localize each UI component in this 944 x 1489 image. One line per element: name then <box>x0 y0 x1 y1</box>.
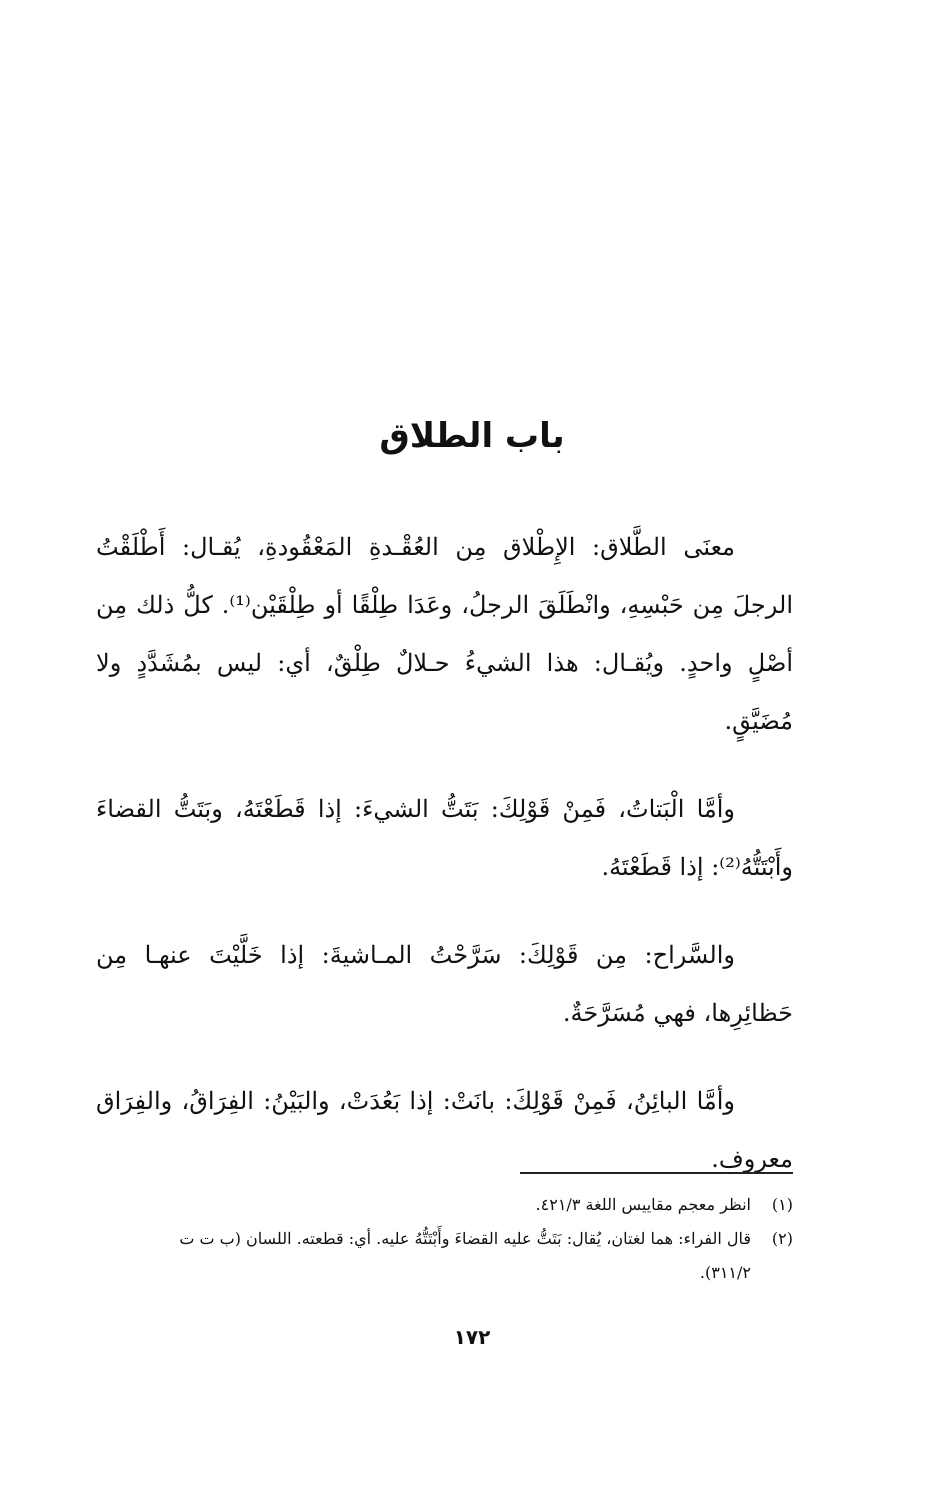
footnote-number: (٢) <box>771 1229 793 1248</box>
page-number: ١٧٢ <box>453 1325 491 1349</box>
main-text <box>96 518 793 1188</box>
footnote-text: انظر معجم مقاييس اللغة ٤٢١/٣. <box>535 1195 751 1214</box>
chapter-title: باب الطلاق <box>379 416 565 456</box>
footnotes <box>140 1188 793 1290</box>
footnote-divider <box>520 1172 793 1174</box>
paragraph: وأمَّا البائِنُ، فَمِنْ قَوْلِكَ: بانَتْ: إذا بَعُدَتْ، والبَيْنُ: الفِرَاقُ، والفِرَاق معروف. <box>96 1087 793 1173</box>
paragraph: وأمَّا الْبَتاتُ، فَمِنْ قَوْلِكَ: بَتَتُّ الشيءَ: إذا قَطَعْتَهُ، وبَتَتُّ القضاءَ وأَبْتَتُّهُ⁽²⁾: إذا قَطَعْتَهُ. <box>96 795 793 881</box>
footnote-number: (١) <box>771 1195 793 1214</box>
paragraph: والسَّراح: مِن قَوْلِكَ: سَرَّحْتُ المـاشيةَ: إذا خَلَّيْتَ عنهـا مِن حَظائِرِها، فهي مُسَرَّحَةٌ. <box>96 941 793 1027</box>
paragraph: معنَى الطَّلاق: الإِطْلاق مِن العُقْـدةِ المَعْقُودةِ، يُقـال: أَطْلَقْتُ الرجلَ مِن حَبْسِهِ، وانْطَلَقَ الرجلُ، وعَدَا طِلْقًا أو طِلْقَيْن⁽¹⁾. كلُّ ذلك مِن أصْلٍ واحدٍ. ويُقـال: هذا الشيءُ حـلالٌ طِلْقٌ، أي: ليس بمُشَدَّدٍ ولا مُضَيَّقٍ. <box>96 533 793 735</box>
footnote-text: قال الفراء: هما لغتان، يُقال: بَتَتُّ عليه القضاءَ وأَبْتَتُّهُ عليه. أي: قطعته. اللسان (ب ت ت ٣١١/٢). <box>179 1229 751 1282</box>
footnote-item <box>140 1188 793 1222</box>
footnote-item <box>140 1222 793 1290</box>
